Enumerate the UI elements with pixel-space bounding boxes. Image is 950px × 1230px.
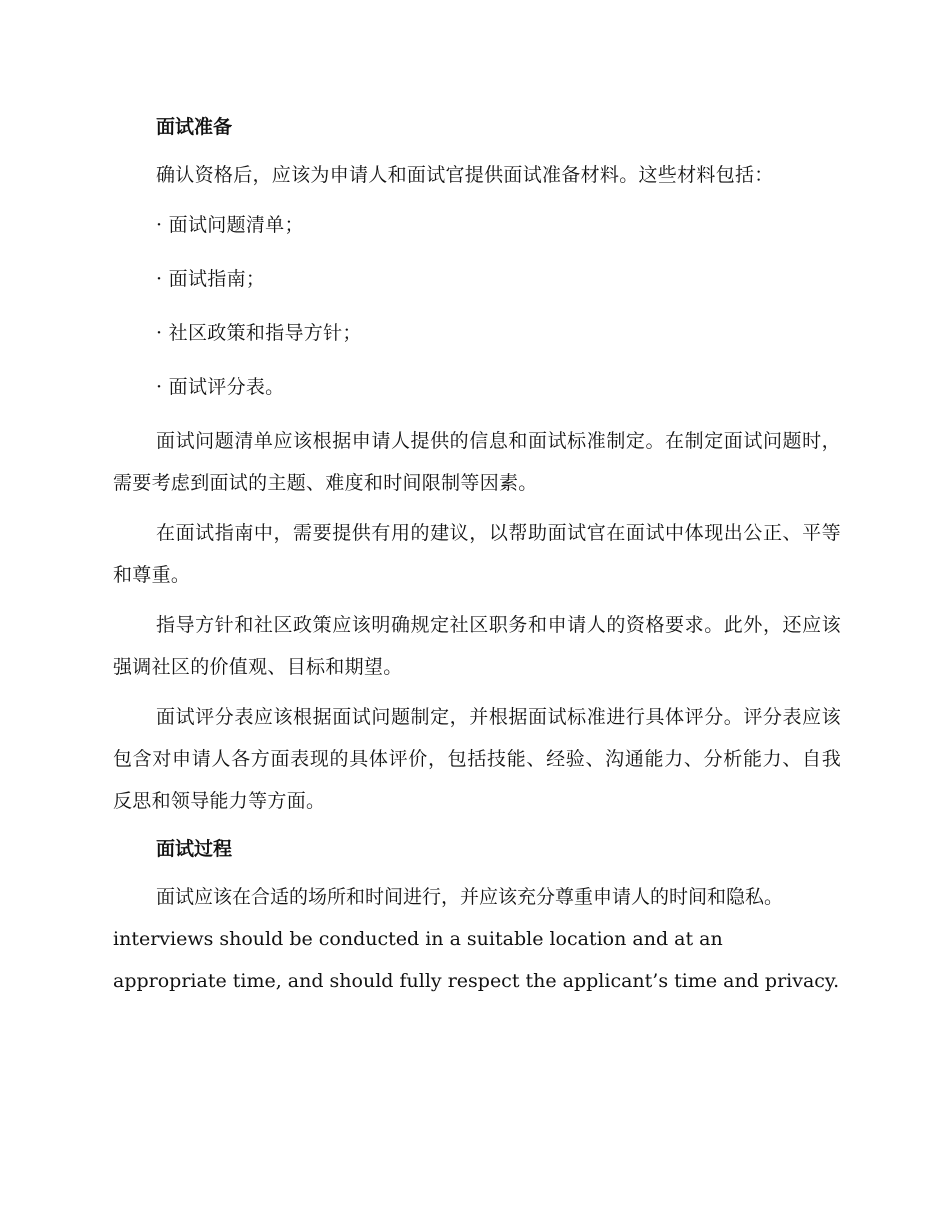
paragraph-scoring-sheet: 面试评分表应该根据面试问题制定，并根据面试标准进行具体评分。评分表应该包含对申请人各方面表现的具体评价，包括技能、经验、沟通能力、分析能力、自我反思和领导能力等方面。 <box>113 706 841 812</box>
paragraph-intro: 确认资格后，应该为申请人和面试官提供面试准备材料。这些材料包括： <box>156 164 774 186</box>
section-heading-prep: 面试准备 <box>156 116 233 138</box>
bullet-item: · 社区政策和指导方针； <box>156 322 362 344</box>
paragraph-policy: 指导方针和社区政策应该明确规定社区职务和申请人的资格要求。此外，还应该强调社区的价值观、目标和期望。 <box>113 614 841 678</box>
paragraph-process: 面试应该在合适的场所和时间进行，并应该充分尊重申请人的时间和隐私。 interviews should be conducted in a suitable location and at an appropriate time, and should fully respect the applicant’s time and privacy. <box>113 886 840 992</box>
document-page <box>113 108 841 1002</box>
section-heading-process: 面试过程 <box>156 838 233 860</box>
bullet-item: · 面试指南； <box>156 268 266 290</box>
paragraph-question-list: 面试问题清单应该根据申请人提供的信息和面试标准制定。在制定面试问题时，需要考虑到面试的主题、难度和时间限制等因素。 <box>113 430 841 494</box>
bullet-item: · 面试评分表。 <box>156 376 285 398</box>
bullet-item: · 面试问题清单； <box>156 214 304 236</box>
paragraph-interview-guide: 在面试指南中，需要提供有用的建议，以帮助面试官在面试中体现出公正、平等和尊重。 <box>113 522 841 586</box>
